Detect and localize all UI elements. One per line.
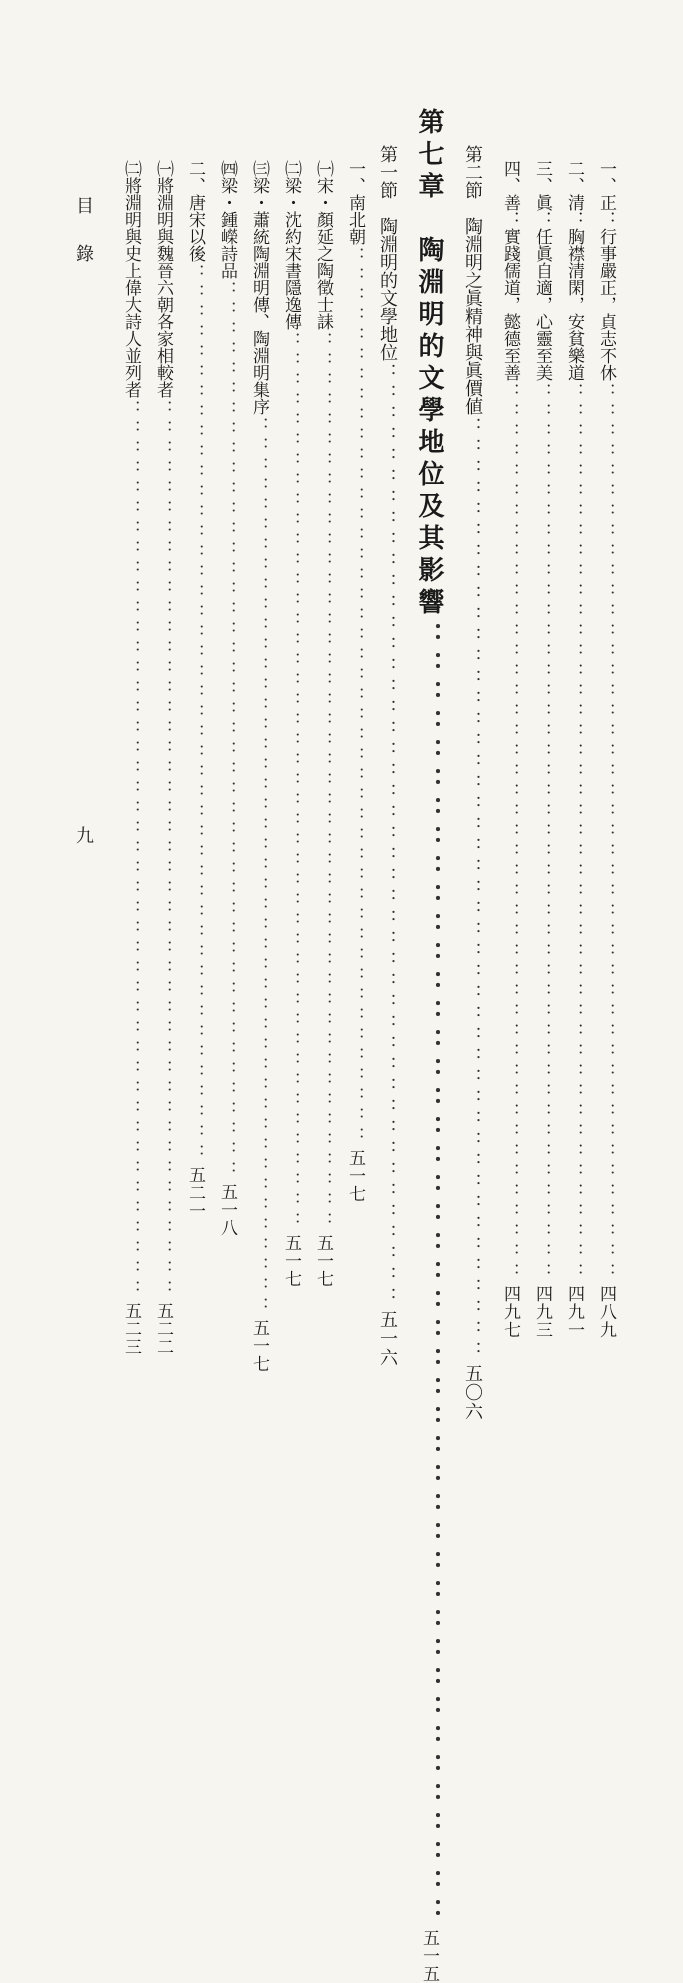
entry-page: 五一七 [345,1149,365,1203]
entry-label: 二、唐宋以後 [185,160,205,262]
toc-entry [120,160,142,1356]
entry-page: 五一七 [249,1319,269,1373]
entry-page: 四九一 [564,1285,584,1339]
entry-page: 四九七 [500,1285,520,1339]
chapter-page: 五一五 [419,1929,439,1983]
toc-entry [312,160,334,1288]
toc-entry [344,160,366,1203]
entry-page: 五二一 [185,1166,205,1220]
entry-label: 四、善：實踐儒道，懿德至善 [500,160,520,381]
toc-entry [499,160,521,1339]
entry-label: ㈢梁・蕭統陶淵明傳、陶淵明集序 [249,160,269,415]
entry-label: 二、清：胸襟清閑，安貧樂道 [564,160,584,381]
toc-section [461,145,483,1421]
toc-entry [184,160,206,1220]
section-page: 五一六 [377,1310,398,1367]
entry-label: 一、正：行事嚴正，貞志不休 [596,160,616,381]
entry-page: 四八九 [596,1285,616,1339]
section-label: 第二節 陶淵明之眞精神與眞價値 [462,145,483,415]
entry-page: 四九三 [532,1285,552,1339]
section-label: 第一節 陶淵明的文學地位 [377,145,398,361]
toc-entry [152,160,174,1356]
entry-page: 五一七 [313,1234,333,1288]
leader-dots: ：：：：：：：：：：：：：：：：：：：：：：：：：：：：：：：：：：：：：：：：：：：：： [121,400,141,1300]
entry-label: 一、南北朝 [345,160,365,245]
toc-section [376,145,398,1367]
entry-label: ㈡將淵明與史上偉大詩人並列者 [121,160,141,398]
leader-dots: ：：：：：：：：：：：：：：：：：：：：：：：：：：：：：：：：：：：：：：：：：：：：： [377,363,398,1308]
entry-page: 五一七 [281,1234,301,1288]
page-folio: 九 [73,826,94,844]
entry-page: 五二二 [153,1302,173,1356]
leader-dots: ：：：：：：：：：：：：：：：：：：：：：：：：：：：：：：：：：：：：：：：：：：：：： [185,264,205,1164]
leader-dots: ：：：：：：：：：：：：：：：：：：：：：：：：：：：：：：：：：：：：：：：：：：：：： [564,383,584,1283]
leader-dots: ：：：：：：：：：：：：：：：：：：：：：：：：：：：：：：：：：：：：：：：：：：：：： [153,400,173,1300]
toc-chapter [414,108,444,1983]
entry-page: 五一八 [217,1183,237,1237]
leader-dots: ：：：：：：：：：：：：：：：：：：：：：：：：：：：：：：：：：：：：：：：：：：：：： [281,332,301,1232]
leader-dots: ：：：：：：：：：：：：：：：：：：：：：：：：：：：：：：：：：：：：：：：：：：：：： [596,383,616,1283]
entry-label: ㈠宋・顏延之陶徵士誄 [313,160,333,330]
entry-label: ㈡梁・沈約宋書隱逸傳 [281,160,301,330]
leader-dots: ：：：：：：：：：：：：：：：：：：：：：：：：：：：：：：：：：：：：：：：：：：：：： [217,281,237,1181]
leader-dots: ：：：：：：：：：：：：：：：：：：：：：：：：：：：：：：：：：：：：：：：：：：：：： [249,417,269,1317]
leader-dots: ：：：：：：：：：：：：：：：：：：：：：：：：：：：：：：：：：：：：：：：：：：：：： [345,247,365,1147]
leader-dots: ：：：：：：：：：：：：：：：：：：：：：：：：：：：：：：：：：：：：：：：：：：：：： [500,383,520,1283]
leader-dots: ：：：：：：：：：：：：：：：：：：：：：：：：：：：：：：：：：：：：：：：：：：：：： [414,622,444,1927]
leader-dots: ：：：：：：：：：：：：：：：：：：：：：：：：：：：：：：：：：：：：：：：：：：：：： [532,383,552,1283]
toc-entry [280,160,302,1288]
chapter-title: 第七章 陶淵明的文學地位及其影響 [414,108,444,620]
section-page: 五〇六 [462,1364,483,1421]
entry-label: ㈣梁・鍾嶸詩品 [217,160,237,279]
toc-entry [531,160,553,1339]
entry-label: ㈠將淵明與魏晉六朝各家相較者 [153,160,173,398]
toc-entry [563,160,585,1339]
entry-page: 五二三 [121,1302,141,1356]
entry-label: 三、眞：任眞自適，心靈至美 [532,160,552,381]
toc-entry [595,160,617,1339]
running-header: 目錄 [73,196,94,292]
toc-entry [248,160,270,1373]
leader-dots: ：：：：：：：：：：：：：：：：：：：：：：：：：：：：：：：：：：：：：：：：：：：：： [462,417,483,1362]
toc-entry [216,160,238,1237]
leader-dots: ：：：：：：：：：：：：：：：：：：：：：：：：：：：：：：：：：：：：：：：：：：：：： [313,332,333,1232]
